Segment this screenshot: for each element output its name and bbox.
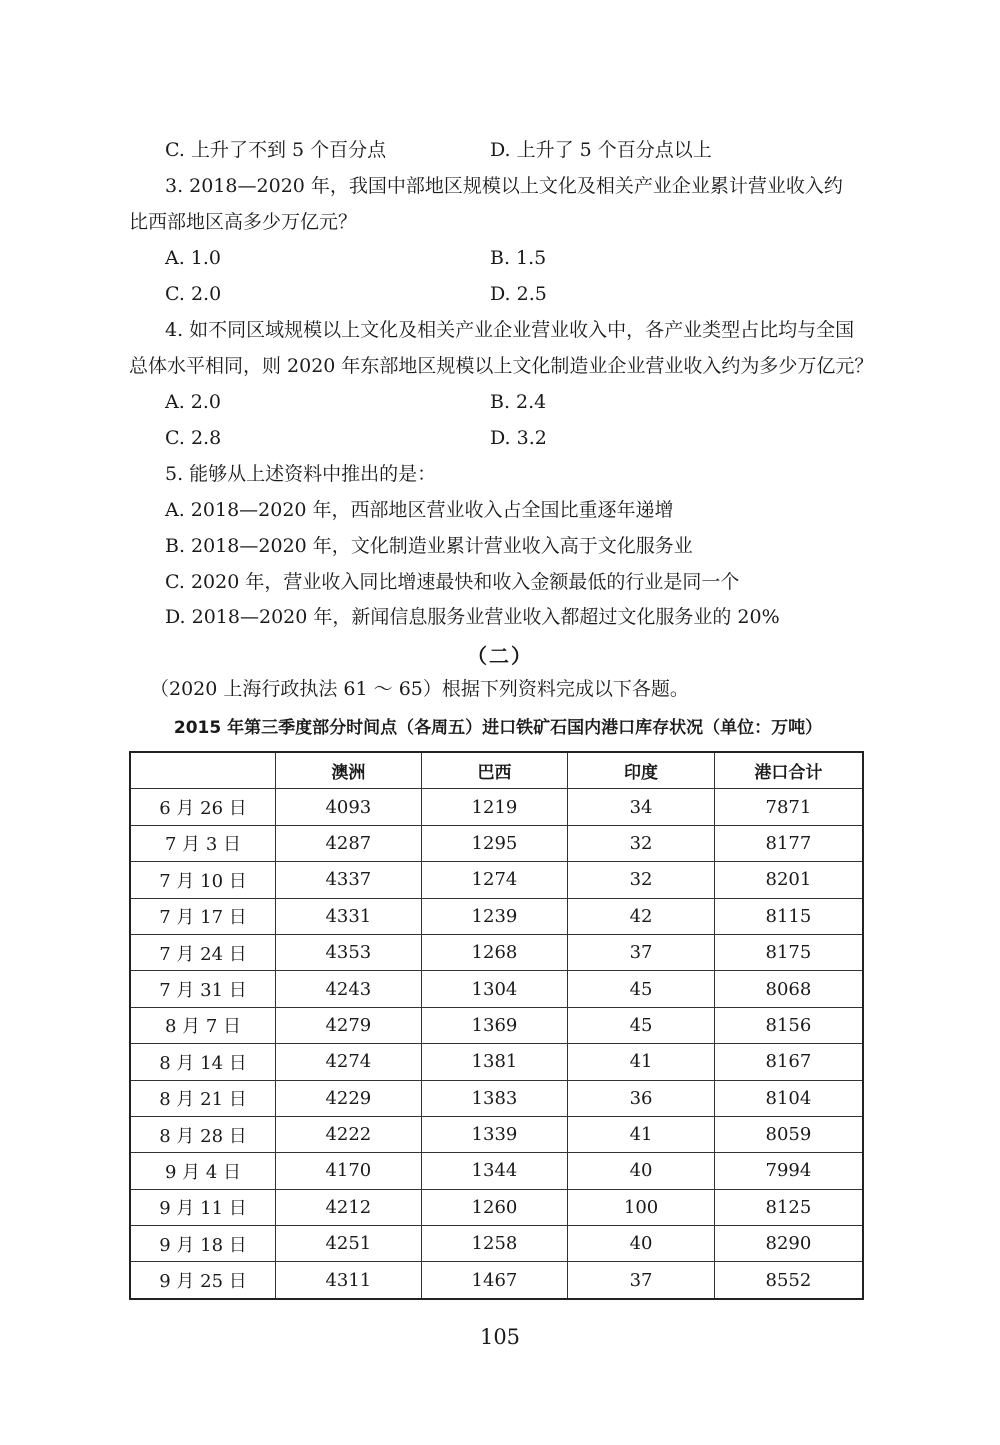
q5-stem: 5. 能够从上述资料中推出的是：	[165, 463, 437, 485]
section-intro: （2020 上海行政执法 61 ～ 65）根据下列资料完成以下各题。	[150, 678, 689, 700]
q3-stem-line2: 比西部地区高多少万亿元？	[129, 211, 358, 233]
table-title: 2015 年第三季度部分时间点（各周五）进口铁矿石国内港口库存状况（单位：万吨）	[173, 718, 823, 738]
cell-port-total: 8068	[714, 971, 863, 1007]
header-cell-port-total: 港口合计	[714, 752, 863, 789]
cell-port-total: 8175	[714, 934, 863, 970]
cell-australia: 4229	[276, 1080, 422, 1116]
cell-india: 45	[568, 971, 715, 1007]
q5-option-d: D. 2018—2020 年，新闻信息服务业营业收入都超过文化服务业的 20%	[165, 606, 780, 628]
header-cell-india: 印度	[568, 752, 715, 789]
table-row	[130, 1189, 863, 1225]
cell-australia: 4287	[276, 825, 422, 861]
cell-brazil: 1381	[421, 1044, 568, 1080]
cell-brazil: 1260	[421, 1189, 568, 1225]
inventory-table	[129, 751, 864, 1300]
cell-port-total: 7994	[714, 1153, 863, 1189]
cell-india: 37	[568, 934, 715, 970]
section-heading: （二）	[467, 644, 533, 668]
table-row	[130, 862, 863, 898]
header-cell-australia: 澳洲	[276, 752, 422, 789]
cell-australia: 4311	[276, 1262, 422, 1299]
cell-port-total: 8177	[714, 825, 863, 861]
q5-option-b: B. 2018—2020 年，文化制造业累计营业收入高于文化服务业	[165, 535, 693, 557]
cell-date: 8 月 7 日	[130, 1007, 276, 1043]
cell-date: 8 月 21 日	[130, 1080, 276, 1116]
table-row	[130, 789, 863, 825]
cell-australia: 4093	[276, 789, 422, 825]
cell-port-total: 8552	[714, 1262, 863, 1299]
cell-date: 9 月 4 日	[130, 1153, 276, 1189]
cell-australia: 4337	[276, 862, 422, 898]
cell-port-total: 8115	[714, 898, 863, 934]
cell-brazil: 1383	[421, 1080, 568, 1116]
cell-india: 41	[568, 1116, 715, 1152]
cell-india: 32	[568, 825, 715, 861]
cell-date: 8 月 28 日	[130, 1116, 276, 1152]
cell-date: 7 月 17 日	[130, 898, 276, 934]
q4-stem-line2: 总体水平相同，则 2020 年东部地区规模以上文化制造业企业营业收入约为多少万亿元？	[129, 355, 874, 377]
cell-port-total: 8059	[714, 1116, 863, 1152]
cell-date: 9 月 11 日	[130, 1189, 276, 1225]
cell-india: 40	[568, 1226, 715, 1262]
cell-brazil: 1295	[421, 825, 568, 861]
table-row	[130, 1007, 863, 1043]
cell-brazil: 1258	[421, 1226, 568, 1262]
cell-date: 7 月 24 日	[130, 934, 276, 970]
cell-brazil: 1274	[421, 862, 568, 898]
q3-option-d: D. 2.5	[490, 283, 547, 305]
cell-australia: 4331	[276, 898, 422, 934]
table-row	[130, 1116, 863, 1152]
cell-port-total: 7871	[714, 789, 863, 825]
q4-option-d: D. 3.2	[490, 427, 547, 449]
table-row	[130, 825, 863, 861]
cell-brazil: 1344	[421, 1153, 568, 1189]
page-number: 105	[479, 1325, 521, 1349]
q4-option-a: A. 2.0	[165, 391, 222, 413]
cell-brazil: 1369	[421, 1007, 568, 1043]
table-row	[130, 1153, 863, 1189]
q2-option-d: D. 上升了 5 个百分点以上	[490, 139, 712, 161]
cell-australia: 4170	[276, 1153, 422, 1189]
cell-date: 8 月 14 日	[130, 1044, 276, 1080]
cell-date: 7 月 3 日	[130, 825, 276, 861]
cell-port-total: 8156	[714, 1007, 863, 1043]
cell-brazil: 1219	[421, 789, 568, 825]
cell-brazil: 1304	[421, 971, 568, 1007]
cell-india: 45	[568, 1007, 715, 1043]
cell-australia: 4279	[276, 1007, 422, 1043]
q4-stem-line1: 4. 如不同区域规模以上文化及相关产业企业营业收入中，各产业类型占比均与全国	[165, 319, 855, 341]
cell-australia: 4251	[276, 1226, 422, 1262]
cell-india: 37	[568, 1262, 715, 1299]
cell-port-total: 8290	[714, 1226, 863, 1262]
cell-brazil: 1239	[421, 898, 568, 934]
q5-option-c: C. 2020 年，营业收入同比增速最快和收入金额最低的行业是同一个	[165, 571, 740, 593]
cell-australia: 4212	[276, 1189, 422, 1225]
table-row	[130, 1044, 863, 1080]
cell-date: 6 月 26 日	[130, 789, 276, 825]
table-row	[130, 1262, 863, 1299]
q4-option-c: C. 2.8	[165, 427, 222, 449]
cell-australia: 4222	[276, 1116, 422, 1152]
cell-date: 9 月 25 日	[130, 1262, 276, 1299]
cell-india: 34	[568, 789, 715, 825]
table-row	[130, 971, 863, 1007]
cell-australia: 4274	[276, 1044, 422, 1080]
cell-brazil: 1467	[421, 1262, 568, 1299]
cell-date: 7 月 31 日	[130, 971, 276, 1007]
cell-india: 40	[568, 1153, 715, 1189]
cell-india: 100	[568, 1189, 715, 1225]
q3-option-c: C. 2.0	[165, 283, 222, 305]
cell-australia: 4243	[276, 971, 422, 1007]
cell-port-total: 8125	[714, 1189, 863, 1225]
q3-stem-line1: 3. 2018—2020 年，我国中部地区规模以上文化及相关产业企业累计营业收入约	[165, 175, 843, 197]
cell-brazil: 1268	[421, 934, 568, 970]
q3-option-a: A. 1.0	[165, 247, 222, 269]
cell-india: 41	[568, 1044, 715, 1080]
table-row	[130, 1080, 863, 1116]
cell-port-total: 8104	[714, 1080, 863, 1116]
cell-port-total: 8201	[714, 862, 863, 898]
cell-india: 32	[568, 862, 715, 898]
q2-option-c: C. 上升了不到 5 个百分点	[165, 139, 387, 161]
q5-option-a: A. 2018—2020 年，西部地区营业收入占全国比重逐年递增	[165, 499, 674, 521]
q3-option-b: B. 1.5	[490, 247, 547, 269]
cell-date: 9 月 18 日	[130, 1226, 276, 1262]
table-row	[130, 898, 863, 934]
table-header-row	[130, 752, 863, 789]
cell-australia: 4353	[276, 934, 422, 970]
table-row	[130, 1226, 863, 1262]
cell-date: 7 月 10 日	[130, 862, 276, 898]
cell-port-total: 8167	[714, 1044, 863, 1080]
header-cell-date	[130, 752, 276, 789]
table-row	[130, 934, 863, 970]
header-cell-brazil: 巴西	[421, 752, 568, 789]
cell-india: 36	[568, 1080, 715, 1116]
cell-india: 42	[568, 898, 715, 934]
q4-option-b: B. 2.4	[490, 391, 547, 413]
cell-brazil: 1339	[421, 1116, 568, 1152]
